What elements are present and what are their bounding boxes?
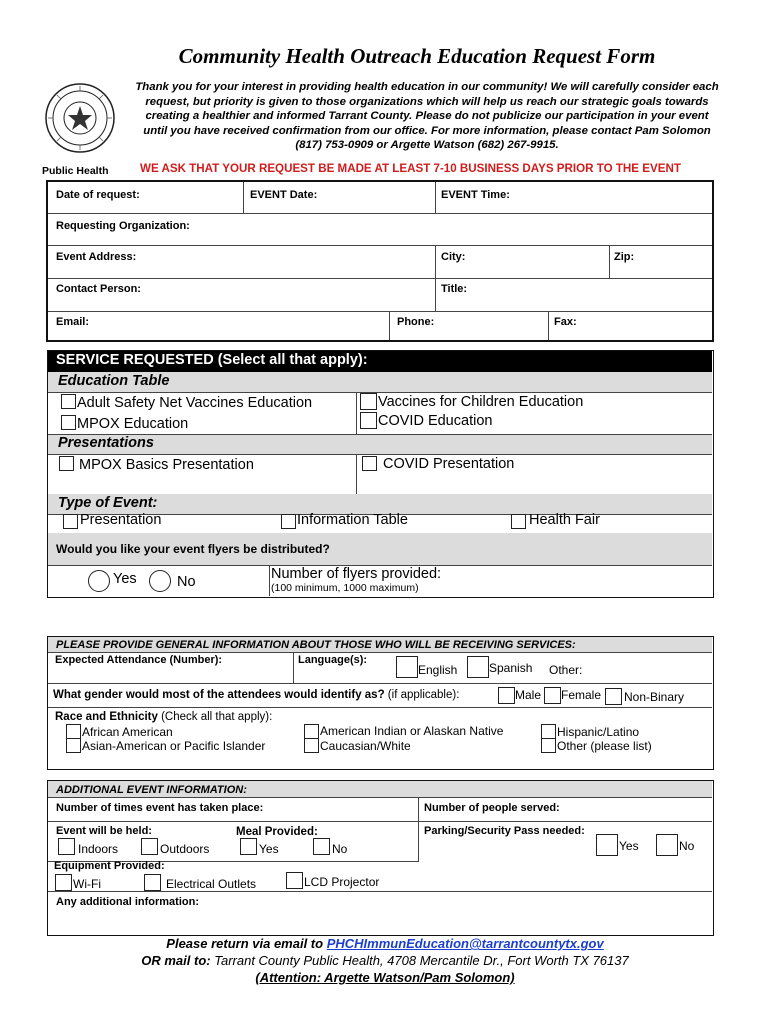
presentation-type-label: Presentation bbox=[80, 512, 162, 528]
other-race-checkbox[interactable] bbox=[541, 738, 556, 753]
education-table-heading: Education Table bbox=[58, 373, 170, 389]
nonbinary-checkbox[interactable] bbox=[605, 688, 622, 705]
vfc-education-label: Vaccines for Children Education bbox=[378, 394, 584, 410]
parking-no-label: No bbox=[679, 839, 695, 853]
nonbinary-label: Non-Binary bbox=[624, 690, 685, 704]
fax-label: Fax: bbox=[554, 316, 577, 328]
flyers-no-radio[interactable] bbox=[149, 570, 171, 592]
health-fair-checkbox[interactable] bbox=[511, 514, 526, 529]
asian-american-label: Asian-American or Pacific Islander bbox=[82, 739, 266, 753]
asian-american-checkbox[interactable] bbox=[66, 738, 81, 753]
contact-info-box bbox=[46, 180, 714, 342]
caucasian-label: Caucasian/White bbox=[320, 739, 411, 753]
return-instruction: Please return via email to PHCHImmunEducation@tarrantcountytx.gov bbox=[166, 936, 604, 951]
contact-person-field[interactable] bbox=[156, 280, 432, 309]
african-american-label: African American bbox=[82, 725, 173, 739]
covid-education-label: COVID Education bbox=[378, 413, 493, 429]
phone-label: Phone: bbox=[397, 316, 435, 328]
information-table-checkbox[interactable] bbox=[281, 514, 296, 529]
people-served-label: Number of people served: bbox=[424, 802, 560, 814]
covid-presentation-label: COVID Presentation bbox=[383, 456, 515, 472]
address-field[interactable] bbox=[148, 247, 432, 276]
organization-field[interactable] bbox=[208, 215, 708, 243]
electrical-label: Electrical Outlets bbox=[166, 877, 257, 891]
information-table-label: Information Table bbox=[297, 512, 408, 528]
english-label: English bbox=[418, 663, 458, 677]
parking-label: Parking/Security Pass needed: bbox=[424, 825, 585, 837]
flyers-count-note: (100 minimum, 1000 maximum) bbox=[271, 582, 419, 594]
email-field[interactable] bbox=[98, 313, 386, 338]
american-indian-checkbox[interactable] bbox=[304, 724, 319, 739]
city-label: City: bbox=[441, 251, 466, 263]
mpox-education-checkbox[interactable] bbox=[61, 415, 76, 430]
mail-instruction: OR mail to: Tarrant County Public Health, 4708 Mercantile Dr., Fort Worth TX 76137 bbox=[141, 953, 629, 968]
organization-label: Requesting Organization: bbox=[56, 220, 190, 232]
mpox-presentation-checkbox[interactable] bbox=[59, 456, 74, 471]
presentations-heading: Presentations bbox=[58, 435, 154, 451]
zip-field[interactable] bbox=[640, 247, 710, 276]
meal-label: Meal Provided: bbox=[236, 826, 318, 838]
any-info-field[interactable] bbox=[52, 910, 708, 932]
intro-paragraph: Thank you for your interest in providing health education in our community! We will carefully consider each request, but priority is given to those organizations which will help us reach our strategic goals towards creating a healthier and informed Tarrant County. Please do not publicize our participation in your event until you have received confirmation from our office. For more information, please contact Pam Solomon (817) 753-0909 or Argette Watson (682) 267-9915. bbox=[135, 81, 719, 152]
vfc-education-checkbox[interactable] bbox=[360, 393, 377, 410]
american-indian-label: American Indian or Alaskan Native bbox=[320, 724, 504, 738]
caucasian-checkbox[interactable] bbox=[304, 738, 319, 753]
spanish-label: Spanish bbox=[489, 661, 533, 675]
lcd-checkbox[interactable] bbox=[286, 872, 303, 889]
outdoors-checkbox[interactable] bbox=[141, 838, 158, 855]
parking-no-checkbox[interactable] bbox=[656, 834, 678, 856]
spanish-checkbox[interactable] bbox=[467, 656, 489, 678]
african-american-checkbox[interactable] bbox=[66, 724, 81, 739]
attention-line: (Attention: Argette Watson/Pam Solomon) bbox=[255, 970, 515, 985]
type-of-event-heading: Type of Event: bbox=[58, 495, 158, 511]
outdoors-label: Outdoors bbox=[160, 842, 210, 856]
other-language-label: Other: bbox=[549, 663, 583, 677]
title-label: Title: bbox=[441, 283, 468, 295]
held-label: Event will be held: bbox=[56, 825, 152, 837]
meal-no-label: No bbox=[332, 842, 348, 856]
date-of-request-label: Date of request: bbox=[56, 189, 140, 201]
wifi-checkbox[interactable] bbox=[55, 874, 72, 891]
parking-yes-label: Yes bbox=[619, 839, 639, 853]
covid-education-checkbox[interactable] bbox=[360, 412, 377, 429]
additional-header: ADDITIONAL EVENT INFORMATION: bbox=[56, 784, 247, 796]
deadline-warning: WE ASK THAT YOUR REQUEST BE MADE AT LEAST 7-10 BUSINESS DAYS PRIOR TO THE EVENT bbox=[140, 162, 681, 175]
flyers-count-label: Number of flyers provided: bbox=[271, 566, 442, 582]
hispanic-label: Hispanic/Latino bbox=[557, 725, 640, 739]
covid-presentation-checkbox[interactable] bbox=[362, 456, 377, 471]
female-label: Female bbox=[561, 688, 602, 702]
flyers-question: Would you like your event flyers be distributed? bbox=[56, 542, 330, 556]
health-fair-label: Health Fair bbox=[529, 512, 600, 528]
indoors-label: Indoors bbox=[78, 842, 119, 856]
female-checkbox[interactable] bbox=[544, 687, 561, 704]
language-label: Language(s): bbox=[298, 654, 368, 666]
title-field[interactable] bbox=[474, 280, 710, 309]
contact-person-label: Contact Person: bbox=[56, 283, 141, 295]
county-seal-icon bbox=[44, 82, 116, 154]
address-label: Event Address: bbox=[56, 251, 137, 263]
adult-safety-net-checkbox[interactable] bbox=[61, 394, 76, 409]
mpox-presentation-label: MPOX Basics Presentation bbox=[79, 457, 254, 473]
meal-yes-checkbox[interactable] bbox=[240, 838, 257, 855]
service-requested-box bbox=[47, 350, 714, 598]
service-header: SERVICE REQUESTED (Select all that apply): bbox=[48, 351, 712, 372]
flyers-no-label: No bbox=[177, 574, 196, 590]
parking-yes-checkbox[interactable] bbox=[596, 834, 618, 856]
male-label: Male bbox=[515, 688, 542, 702]
email-label: Email: bbox=[56, 316, 90, 328]
english-checkbox[interactable] bbox=[396, 656, 418, 678]
male-checkbox[interactable] bbox=[498, 687, 515, 704]
flyers-yes-label: Yes bbox=[113, 571, 137, 587]
event-date-label: EVENT Date: bbox=[250, 189, 318, 201]
public-health-label: Public Health bbox=[42, 165, 109, 177]
gender-question: What gender would most of the attendees would identify as? (if applicable): bbox=[53, 689, 460, 701]
event-time-field[interactable] bbox=[518, 184, 708, 211]
form-title: Community Health Outreach Education Request Form bbox=[178, 44, 656, 68]
return-email-link[interactable]: PHCHImmunEducation@tarrantcountytx.gov bbox=[326, 936, 604, 951]
times-held-label: Number of times event has taken place: bbox=[56, 802, 264, 814]
presentation-type-checkbox[interactable] bbox=[63, 514, 78, 529]
wifi-label: Wi-Fi bbox=[73, 877, 101, 891]
any-info-label: Any additional information: bbox=[56, 896, 199, 908]
hispanic-checkbox[interactable] bbox=[541, 724, 556, 739]
fax-field[interactable] bbox=[584, 313, 710, 338]
race-label: Race and Ethnicity (Check all that apply): bbox=[55, 711, 273, 723]
other-race-label: Other (please list) bbox=[557, 739, 652, 753]
adult-safety-net-label: Adult Safety Net Vaccines Education bbox=[77, 395, 313, 411]
attendees-header: PLEASE PROVIDE GENERAL INFORMATION ABOUT THOSE WHO WILL BE RECEIVING SERVICES: bbox=[56, 639, 576, 651]
lcd-label: LCD Projector bbox=[304, 875, 380, 889]
event-time-label: EVENT Time: bbox=[441, 189, 510, 201]
phone-field[interactable] bbox=[440, 313, 546, 338]
electrical-checkbox[interactable] bbox=[144, 874, 161, 891]
indoors-checkbox[interactable] bbox=[58, 838, 75, 855]
meal-yes-label: Yes bbox=[259, 842, 279, 856]
mpox-education-label: MPOX Education bbox=[77, 416, 189, 432]
zip-label: Zip: bbox=[614, 251, 635, 263]
event-date-field[interactable] bbox=[326, 184, 432, 211]
meal-no-checkbox[interactable] bbox=[313, 838, 330, 855]
equipment-label: Equipment Provided: bbox=[54, 860, 165, 872]
attendance-label: Expected Attendance (Number): bbox=[55, 654, 223, 666]
flyers-yes-radio[interactable] bbox=[88, 570, 110, 592]
date-of-request-field[interactable] bbox=[148, 184, 240, 211]
city-field[interactable] bbox=[472, 247, 606, 276]
